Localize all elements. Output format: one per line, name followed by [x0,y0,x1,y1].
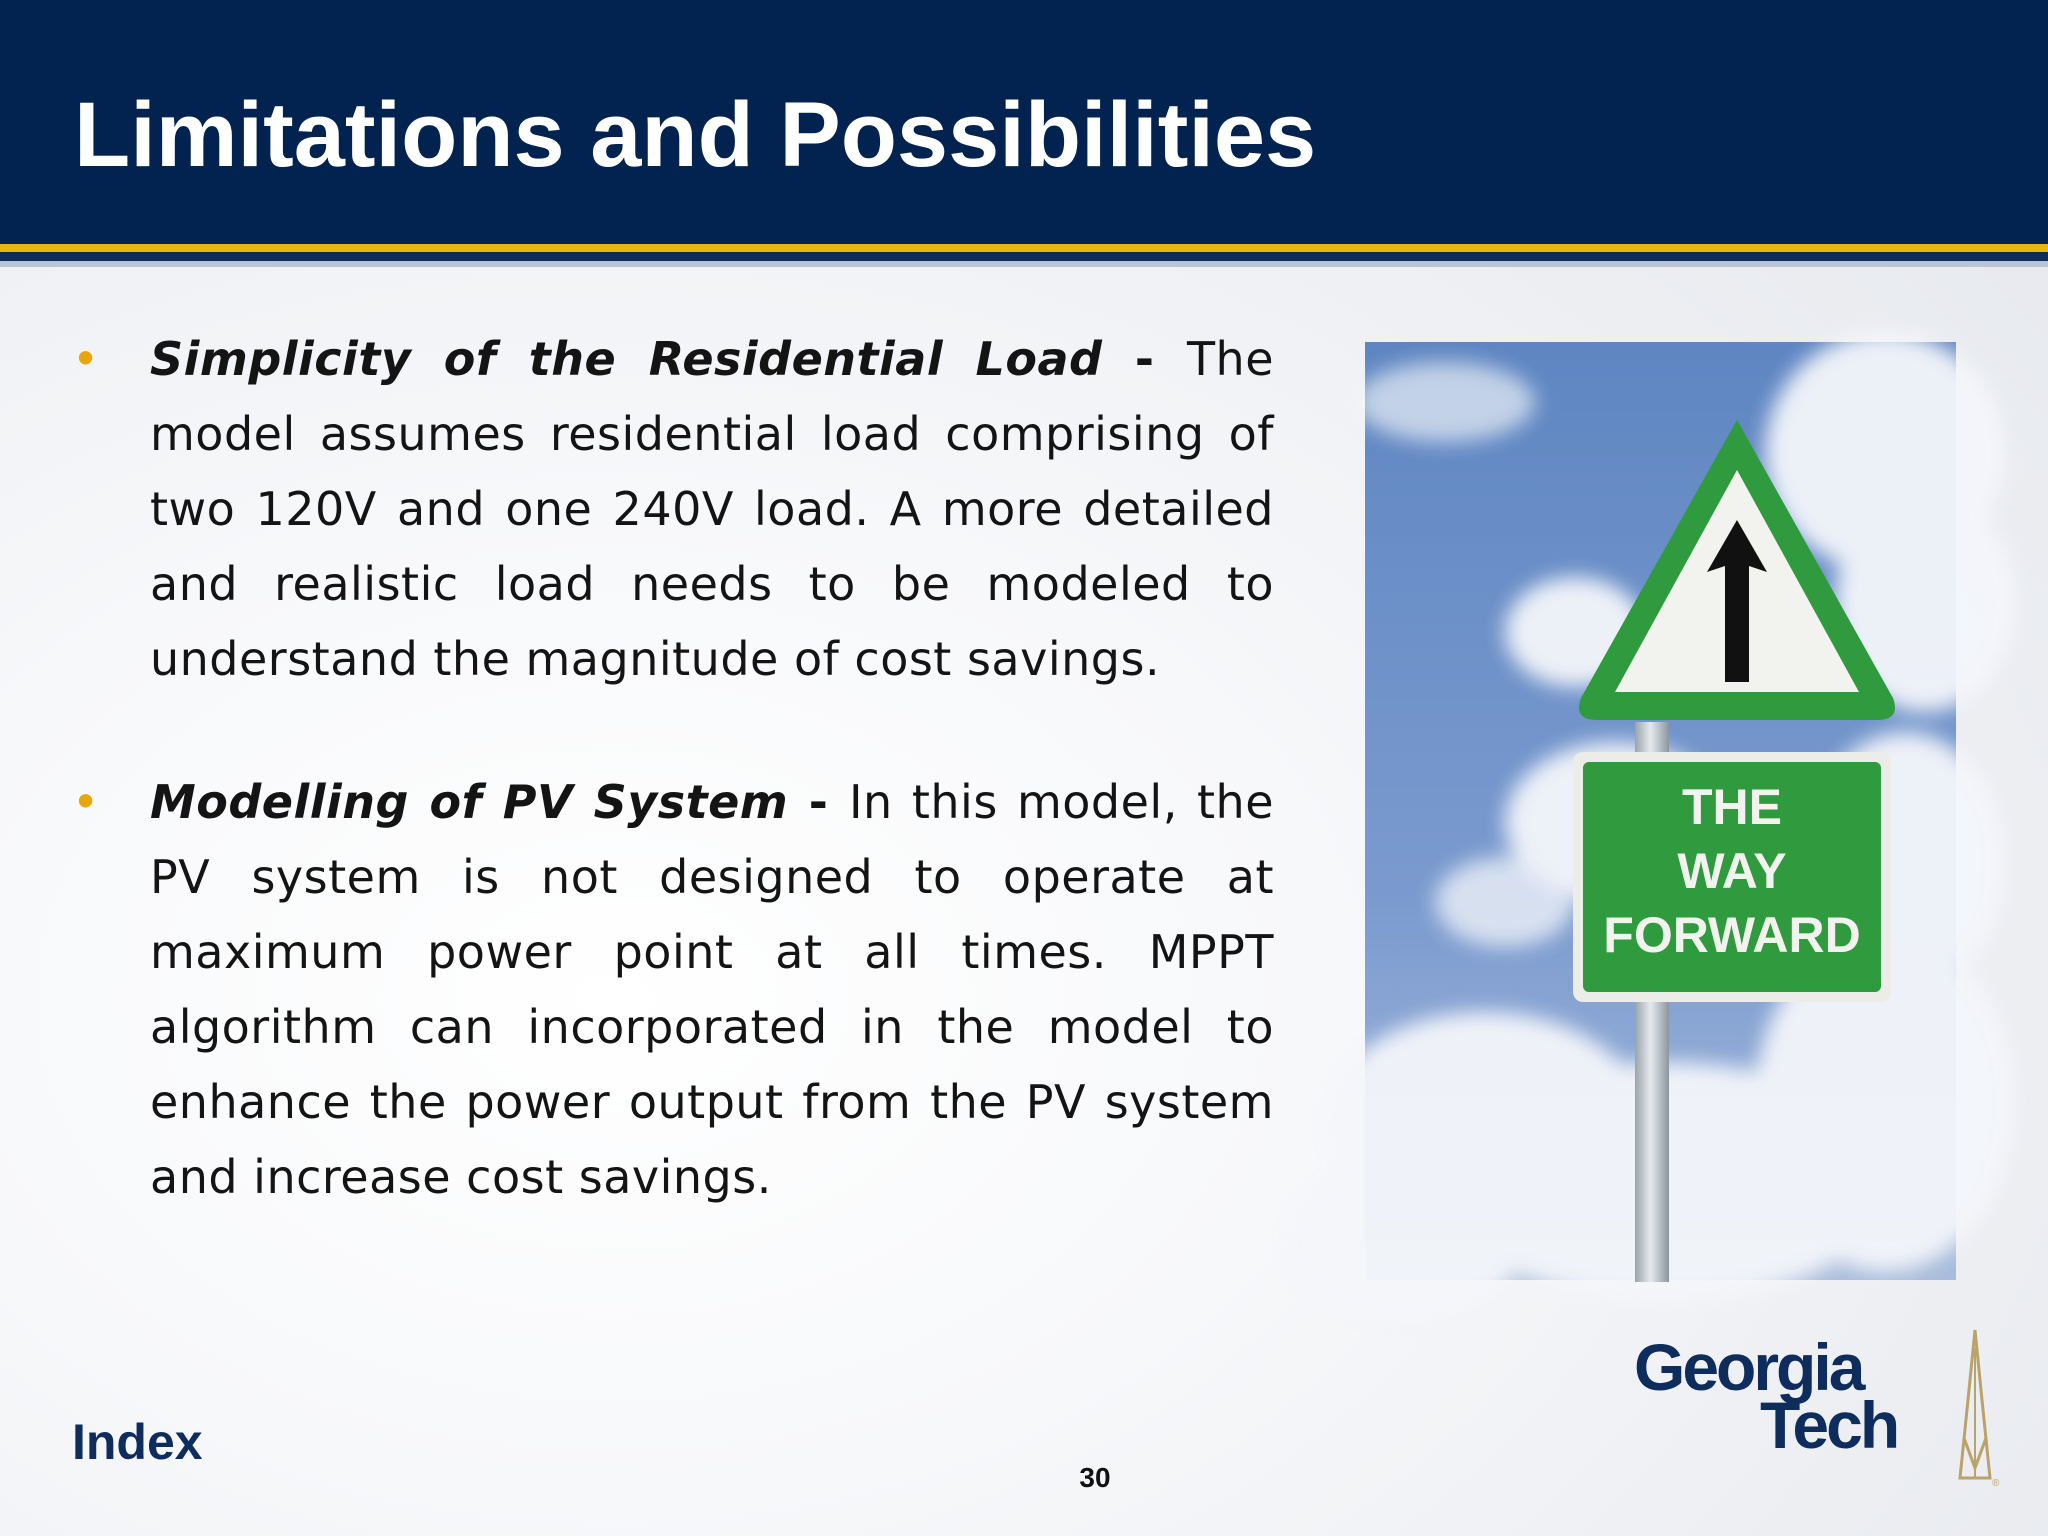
sign-line-2: WAY [1677,843,1787,899]
gold-divider [0,244,2048,252]
light-divider [0,261,2048,267]
logo-line-1: Georgia [1634,1330,1863,1404]
road-sign-illustration [1365,342,1956,1280]
bullet-item [72,322,1275,697]
georgia-tech-logo [1630,1328,2000,1488]
tech-tower-icon [1952,1328,1998,1488]
way-forward-photo [1365,342,1956,1280]
sign-line-3: FORWARD [1603,907,1861,963]
title-bar [0,0,2048,244]
bullet-list [72,322,1275,1283]
registered-mark: ® [1992,1478,2000,1489]
navy-divider [0,252,2048,261]
way-forward-sign-board [1573,752,1891,1002]
page-number: 30 [1079,1462,1111,1493]
bullet-term: Modelling of PV System [150,775,789,829]
bullet-text: In this model, the PV system is not designed to operate at maximum power point at all times. MPPT algorithm can incorporated in the model to enhance the power output from the PV system and increase cost savings. [150,775,1274,1204]
bullet-term: Simplicity of the Residential Load [150,332,1103,386]
bullet-text: The model assumes residential load comprising of two 120V and one 240V load. A more detailed and realistic load needs to be modeled to understand the magnitude of cost savings. [150,332,1275,686]
index-link[interactable]: Index [72,1414,203,1470]
slide-title: Limitations and Possibilities [74,84,1317,186]
bullet-separator: - [788,775,849,829]
logo-line-2: Tech [1760,1388,1898,1462]
bullet-separator: - [1102,332,1187,386]
bullet-item [72,765,1274,1215]
bullet-marker-icon: • [72,332,100,386]
bullet-marker-icon: • [72,775,100,829]
sign-line-1: THE [1682,779,1782,835]
